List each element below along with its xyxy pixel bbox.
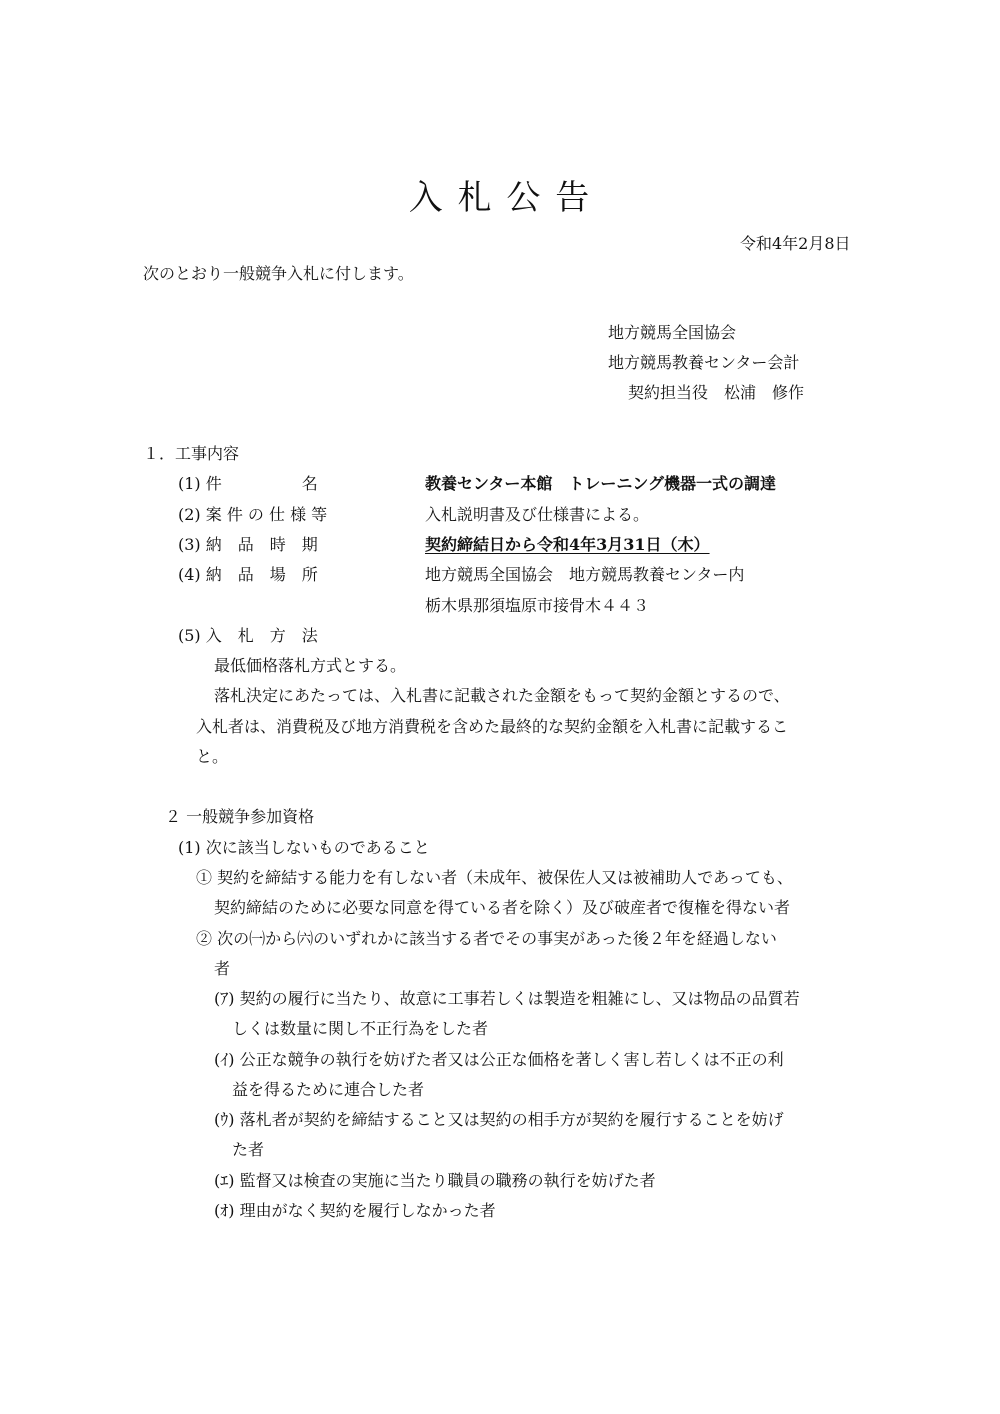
bid-method-label: (5) 入 札 方 法 xyxy=(178,626,318,645)
qualification-item1-line2: 契約締結のために必要な同意を得ている者を除く）及び破産者で復権を得ない者 xyxy=(214,898,791,917)
bid-method-line2: 落札決定にあたっては、入札書に記載された金額をもって契約金額とするので、 xyxy=(214,686,790,705)
subitem-a-line2: しくは数量に関し不正行為をした者 xyxy=(232,1019,489,1038)
intro-text: 次のとおり一般競争入札に付します。 xyxy=(143,264,414,283)
qualification-item1-line1: ① 契約を締結する能力を有しない者（未成年、被保佐人又は被補助人であっても、 xyxy=(196,868,793,887)
subitem-b-line2: 益を得るために連合した者 xyxy=(232,1080,425,1099)
item-label-delivery-place: (4) 納 品 場 所 xyxy=(178,565,318,584)
item-value-delivery-place: 地方競馬全国協会 地方競馬教養センター内 xyxy=(425,565,745,584)
subitem-c-line2: た者 xyxy=(232,1140,265,1159)
subitem-c-line1: (ｳ) 落札者が契約を締結すること又は契約の相手方が契約を履行することを妨げ xyxy=(214,1110,784,1129)
bid-method-line1: 最低価格落札方式とする。 xyxy=(214,656,407,675)
subitem-b-line1: (ｲ) 公正な競争の執行を妨げた者又は公正な価格を著しく害し若しくは不正の利 xyxy=(214,1050,784,1069)
item-label-name: (1) 件 名 xyxy=(178,474,318,493)
issuer-officer: 契約担当役 松浦 修作 xyxy=(628,383,805,402)
qualification-item2-line2: 者 xyxy=(214,959,231,978)
section2-sub1: (1) 次に該当しないものであること xyxy=(178,838,430,857)
section1-heading: １．工事内容 xyxy=(143,444,240,463)
bid-method-line4: と。 xyxy=(196,747,229,766)
subitem-e-line1: (ｵ) 理由がなく契約を履行しなかった者 xyxy=(214,1201,496,1220)
subitem-d-line1: (ｴ) 監督又は検査の実施に当たり職員の職務の執行を妨げた者 xyxy=(214,1171,656,1190)
section2-heading: ２ 一般競争参加資格 xyxy=(165,807,315,826)
issuer-department: 地方競馬教養センター会計 xyxy=(608,353,800,372)
item-label-delivery-date: (3) 納 品 時 期 xyxy=(178,535,318,554)
bid-method-line3: 入札者は、消費税及び地方消費税を含めた最終的な契約金額を入札書に記載するこ xyxy=(196,717,789,736)
notice-date: 令和4年2月8日 xyxy=(740,234,851,253)
item-value-delivery-address: 栃木県那須塩原市接骨木４４３ xyxy=(425,596,650,615)
item-value-spec: 入札説明書及び仕様書による。 xyxy=(425,505,650,524)
subitem-a-line1: (ｱ) 契約の履行に当たり、故意に工事若しくは製造を粗雑にし、又は物品の品質若 xyxy=(214,989,800,1008)
qualification-item2-line1: ② 次の㈠から㈥のいずれかに該当する者でその事実があった後２年を経過しない xyxy=(196,929,777,948)
item-label-spec: (2) 案 件 の 仕 様 等 xyxy=(178,505,328,524)
item-value-name: 教養センター本館 トレーニング機器一式の調達 xyxy=(425,474,777,493)
item-value-delivery-date: 契約締結日から令和4年3月31日（木） xyxy=(425,535,710,554)
document-title: 入 札 公 告 xyxy=(408,178,592,218)
issuer-organization: 地方競馬全国協会 xyxy=(608,323,737,342)
